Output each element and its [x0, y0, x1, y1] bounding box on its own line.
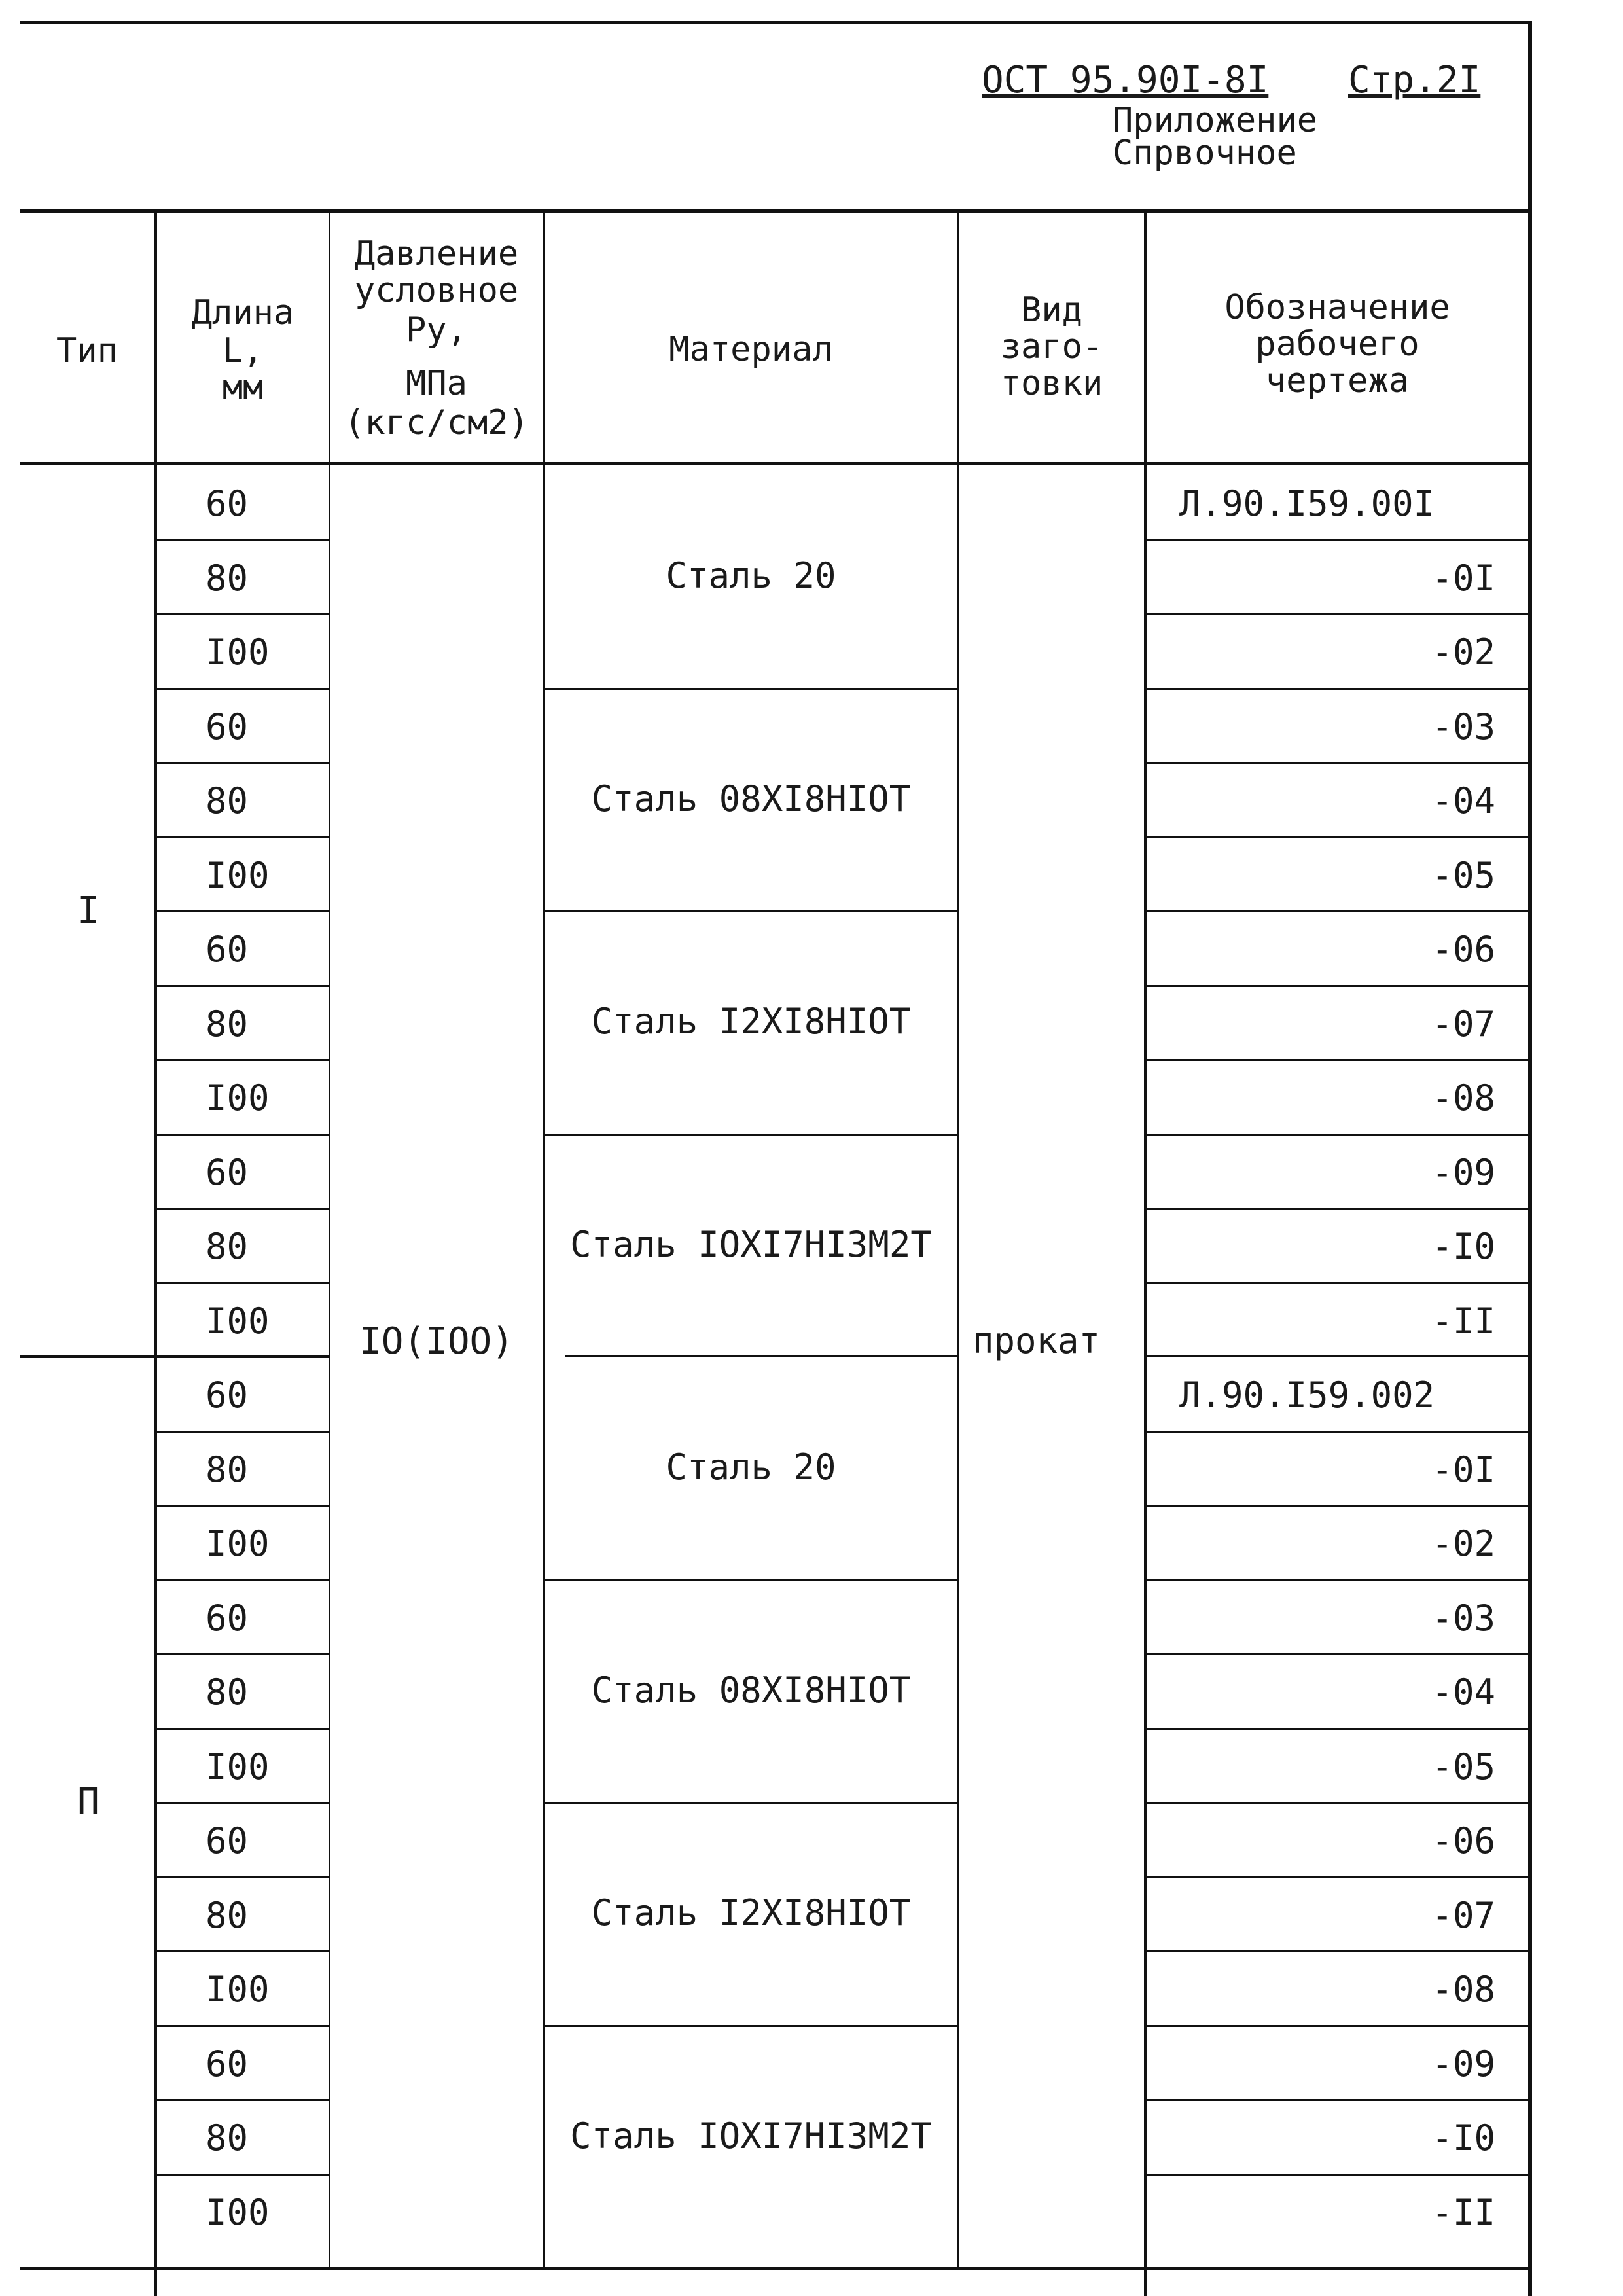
length-cell: 60: [205, 1151, 249, 1193]
col-header-length-1: Длина: [191, 293, 294, 332]
drawing-cell: -I0: [1431, 1226, 1495, 1267]
length-cell: 80: [205, 1226, 249, 1267]
length-cell: I00: [205, 1300, 270, 1342]
row-line-length: [157, 1282, 329, 1284]
row-line-length: [157, 762, 329, 764]
col-header-drawing-2: рабочего: [1255, 325, 1419, 364]
row-line-drawing: [1147, 539, 1528, 541]
material-cell: Сталь I2XI8HIOT: [591, 1001, 911, 1043]
row-line-length: [157, 1505, 329, 1507]
drawing-cell: -06: [1431, 1820, 1495, 1861]
appendix-label: Приложение: [1113, 101, 1318, 140]
col-line-blank: [957, 211, 959, 2270]
col-header-blank-1: Вид: [1021, 291, 1082, 330]
table-bottom-line: [20, 2267, 1531, 2270]
col-header-drawing-1: Обозначение: [1224, 288, 1450, 327]
type-label: I: [77, 889, 99, 932]
col-header-blank-2: заго-: [1000, 327, 1103, 367]
row-line-length: [157, 1208, 329, 1210]
top-border: [20, 21, 1531, 24]
row-line-drawing: [1147, 1208, 1528, 1210]
drawing-cell: Л.90.I59.00I: [1179, 483, 1435, 524]
row-line-length: [157, 1134, 329, 1136]
row-line-length: [157, 1059, 329, 1061]
row-line-drawing: [1147, 1431, 1528, 1433]
drawing-cell: -I0: [1431, 2117, 1495, 2159]
material-cell: Сталь IOXI7HI3M2T: [570, 1223, 932, 1265]
row-line-drawing: [1147, 1728, 1528, 1730]
length-cell: I00: [205, 2191, 270, 2233]
row-line-length: [157, 1431, 329, 1433]
col-header-pressure-2: условное: [354, 271, 519, 310]
row-line-length: [157, 1653, 329, 1655]
drawing-cell: -06: [1431, 929, 1495, 970]
group-separator-length: [157, 1355, 329, 1357]
row-line-drawing: [1147, 1950, 1528, 1952]
length-cell: I00: [205, 854, 270, 896]
drawing-cell: -02: [1431, 632, 1495, 673]
drawing-cell: -09: [1431, 1151, 1495, 1193]
col-header-pressure-5: (кгс/см2): [344, 403, 529, 442]
right-border: [1528, 21, 1532, 2296]
pressure-value: IO(IOO): [359, 1320, 514, 1363]
length-cell: I00: [205, 1077, 270, 1119]
length-cell: I00: [205, 1746, 270, 1787]
header-bottom-line: [20, 462, 1531, 465]
length-cell: 60: [205, 1374, 249, 1416]
row-line-drawing: [1147, 688, 1528, 690]
standard-number: ОСТ 95.90I-8I: [982, 59, 1269, 101]
row-line-drawing: [1147, 1059, 1528, 1061]
row-line-length: [157, 2099, 329, 2101]
drawing-cell: -0I: [1431, 557, 1495, 599]
blank-value: прокат: [972, 1320, 1101, 1361]
row-line-length: [157, 539, 329, 541]
row-line-length: [157, 688, 329, 690]
row-line-length: [157, 1728, 329, 1730]
row-line-drawing: [1147, 2099, 1528, 2101]
length-cell: 80: [205, 1672, 249, 1713]
row-line-length: [157, 1579, 329, 1581]
row-line-length: [157, 1802, 329, 1804]
drawing-cell: -08: [1431, 1969, 1495, 2010]
material-cell: Сталь IOXI7HI3M2T: [570, 2115, 932, 2157]
row-line-drawing: [1147, 762, 1528, 764]
col-header-drawing-3: чертежа: [1265, 361, 1410, 401]
row-line-material: [545, 1579, 957, 1581]
row-line-drawing: [1147, 1282, 1528, 1284]
row-line-drawing: [1147, 613, 1528, 615]
group-separator-drawing: [1147, 1355, 1528, 1357]
col-line-length: [154, 211, 157, 2296]
col-header-length-2: L,: [222, 331, 264, 370]
drawing-cell: -08: [1431, 1077, 1495, 1119]
drawing-cell: -0I: [1431, 1448, 1495, 1490]
length-cell: I00: [205, 1523, 270, 1564]
drawing-cell: -09: [1431, 2043, 1495, 2085]
drawing-cell: -03: [1431, 1597, 1495, 1639]
row-line-length: [157, 1950, 329, 1952]
row-line-length: [157, 613, 329, 615]
row-line-drawing: [1147, 1134, 1528, 1136]
drawing-cell: -02: [1431, 1523, 1495, 1564]
drawing-cell: -05: [1431, 1746, 1495, 1787]
col-line-pressure: [329, 211, 330, 2270]
drawing-cell: -II: [1431, 1300, 1495, 1342]
col-header-pressure-4: МПа: [406, 364, 467, 403]
length-cell: 60: [205, 1597, 249, 1639]
row-line-drawing: [1147, 910, 1528, 912]
drawing-cell: -07: [1431, 1003, 1495, 1045]
row-line-drawing: [1147, 836, 1528, 838]
material-cell: Сталь 08XI8HIOT: [591, 1669, 911, 1711]
row-line-material: [545, 910, 957, 912]
length-cell: 80: [205, 1003, 249, 1045]
drawing-cell: -05: [1431, 854, 1495, 896]
length-cell: 60: [205, 483, 249, 524]
row-line-drawing: [1147, 985, 1528, 987]
type-label: П: [77, 1781, 99, 1823]
length-cell: 80: [205, 2117, 249, 2159]
length-cell: 60: [205, 929, 249, 970]
drawing-cell: Л.90.I59.002: [1179, 1374, 1435, 1416]
row-line-drawing: [1147, 1802, 1528, 1804]
row-line-drawing: [1147, 1579, 1528, 1581]
page-number: Стр.2I: [1348, 59, 1481, 101]
row-line-material: [545, 2025, 957, 2027]
length-cell: 60: [205, 2043, 249, 2085]
material-cell: Сталь I2XI8HIOT: [591, 1892, 911, 1934]
row-line-drawing: [1147, 1505, 1528, 1507]
length-cell: 60: [205, 1820, 249, 1861]
length-cell: I00: [205, 632, 270, 673]
col-header-type: Тип: [56, 331, 118, 370]
col-header-length-3: мм: [222, 368, 264, 407]
length-cell: I00: [205, 1969, 270, 2010]
appendix-type: Спрвочное: [1113, 134, 1297, 173]
col-header-blank-3: товки: [1000, 364, 1103, 403]
col-header-pressure-3: Pу,: [406, 310, 467, 350]
drawing-cell: -04: [1431, 1672, 1495, 1713]
length-cell: 80: [205, 1894, 249, 1936]
drawing-cell: -07: [1431, 1894, 1495, 1936]
col-header-material: Материал: [669, 330, 833, 369]
row-line-drawing: [1147, 2174, 1528, 2176]
material-cell: Сталь 20: [666, 1446, 836, 1488]
row-line-length: [157, 985, 329, 987]
row-line-length: [157, 910, 329, 912]
drawing-cell: -04: [1431, 780, 1495, 821]
length-cell: 80: [205, 557, 249, 599]
header-top-line: [20, 209, 1531, 213]
row-line-length: [157, 2025, 329, 2027]
col-header-pressure-1: Давление: [354, 234, 519, 274]
group-separator-material: [565, 1355, 957, 1357]
length-cell: 80: [205, 1448, 249, 1490]
drawing-cell: -II: [1431, 2191, 1495, 2233]
row-line-length: [157, 1876, 329, 1878]
length-cell: 60: [205, 706, 249, 747]
length-cell: 80: [205, 780, 249, 821]
row-line-drawing: [1147, 2025, 1528, 2027]
row-line-length: [157, 836, 329, 838]
drawing-cell: -03: [1431, 706, 1495, 747]
row-line-drawing: [1147, 1876, 1528, 1878]
row-line-length: [157, 2174, 329, 2176]
row-line-material: [545, 1134, 957, 1136]
row-line-drawing: [1147, 1653, 1528, 1655]
material-cell: Сталь 20: [666, 555, 836, 597]
material-cell: Сталь 08XI8HIOT: [591, 778, 911, 819]
row-line-material: [545, 1802, 957, 1804]
row-line-material: [545, 688, 957, 690]
